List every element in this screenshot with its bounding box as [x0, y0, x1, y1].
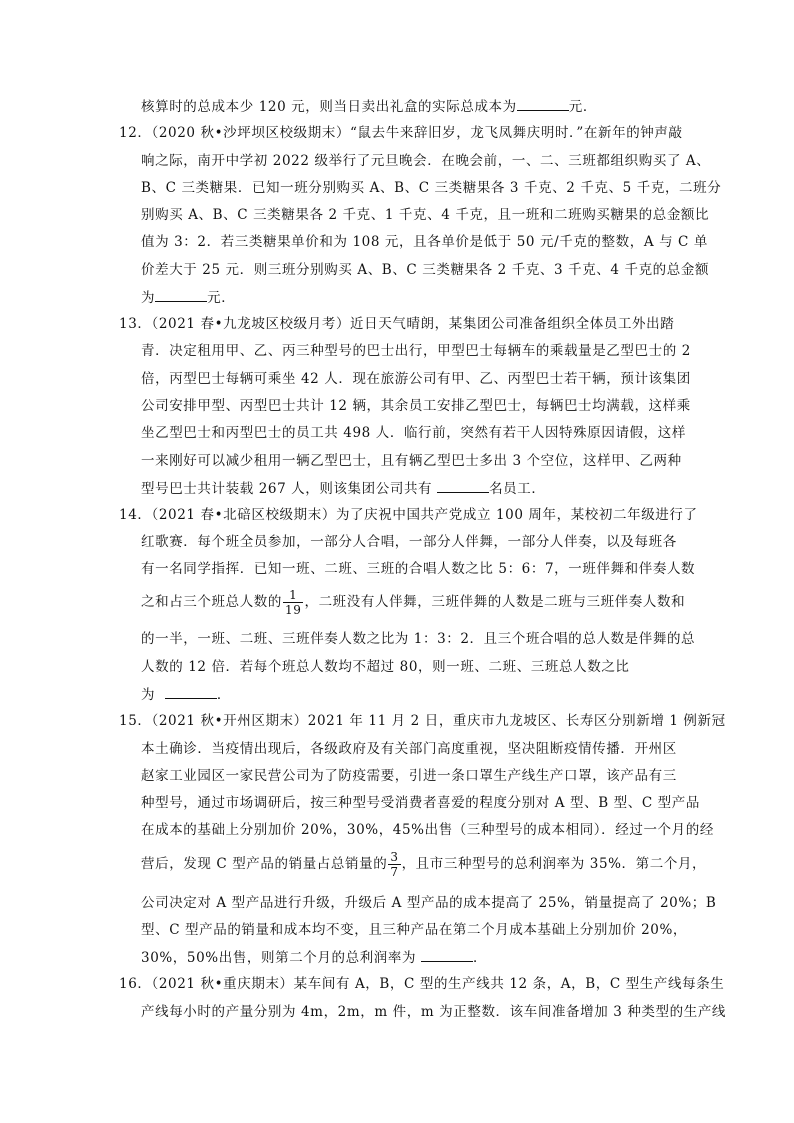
- p13-text-7a: 型号巴士共计装载 267 人，则该集团公司共有: [141, 481, 433, 497]
- answer-blank: [155, 287, 207, 302]
- p15-line-8: 型、C 型产品的销量和成本均不变，且三种产品在第二个月成本基础上分别加价 20%，: [141, 922, 688, 938]
- problem-number: 13．: [119, 316, 152, 332]
- p11-text: 核算时的总成本少 120 元，则当日卖出礼盒的实际总成本为: [141, 99, 517, 115]
- fraction: [283, 588, 303, 617]
- p14-text-1: 为了庆祝中国共产党成立 100 周年，某校初二年级进行了: [335, 507, 698, 523]
- answer-blank: [165, 684, 217, 699]
- p15-text-6b: ，且市三种型号的总利润率为 35%．第二个月，: [401, 856, 707, 872]
- p15-line-1: [119, 711, 726, 731]
- p15-text-9b: ．: [473, 950, 488, 966]
- p12-line-5: 值为 3：2．若三类糖果单价和为 108 元，且各单价是低于 50 元/千克的整数，A 与 C 单: [141, 234, 708, 250]
- p14-line-2: 红歌赛．每个班全员参加，一部分人合唱，一部分人伴舞，一部分人伴奏，以及每班各: [141, 534, 677, 550]
- answer-blank: [517, 96, 569, 111]
- p13-line-4: 公司安排甲型、丙型巴士共计 12 辆，其余员工安排乙型巴士，每辆巴士均满载，这样乘: [141, 398, 691, 414]
- p16-line-1: [119, 974, 724, 994]
- p15-line-3: 赵家工业园区一家民营公司为了防疫需要，引进一条口罩生产线生产口罩，该产品有三: [141, 768, 677, 784]
- p12-text-7a: 为: [141, 290, 156, 306]
- p13-line-3: 倍，丙型巴士每辆可乘坐 42 人．现在旅游公司有甲、乙、丙型巴士若干辆，预计该集团: [141, 371, 691, 387]
- p15-text-9a: 30%，50%出售，则第二个月的总利润率为: [141, 950, 417, 966]
- problem-source: （2021 春•北碚区校级期末）: [151, 507, 336, 523]
- p14-line-1: [119, 505, 698, 525]
- p14-line-3: 有一名同学指挥．已知一班、二班、三班的合唱人数之比 5：6：7，一班伴舞和伴奏人数: [141, 561, 696, 577]
- p12-line-1: [119, 123, 683, 143]
- fraction-numerator: 3: [390, 850, 399, 864]
- p12-line-3: B、C 三类糖果．已知一班分别购买 A、B、C 三类糖果各 3 千克、2 千克、5 千克，二班分: [141, 180, 722, 196]
- p12-text-1: “鼠去牛来辞旧岁，龙飞凤舞庆明时．”在新年的钟声敲: [350, 125, 683, 141]
- p15-line-4: 种型号，通过市场调研后，按三种型号受消费者喜爱的程度分别对 A 型、B 型、C 型产品: [141, 795, 700, 811]
- answer-blank: [437, 478, 489, 493]
- p15-line-9: [141, 947, 487, 968]
- p15-line-7: 公司决定对 A 型产品进行升级，升级后 A 型产品的成本提高了 25%，销量提高了 20%；B: [141, 895, 717, 911]
- problem-source: （2021 秋•重庆期末）: [151, 976, 294, 992]
- p14-line-5: 的一半，一班、二班、三班伴奏人数之比为 1：3：2．且三个班合唱的总人数是伴舞的总: [141, 631, 696, 647]
- p14-text-7a: 为: [141, 687, 156, 703]
- p12-text-7b: 元．: [207, 290, 236, 306]
- p14-text-4a: 之和占三个班总人数的: [141, 594, 282, 610]
- p15-line-2: 本土确诊．当疫情出现后，各级政府及有关部门高度重视，坚决阻断疫情传播．开州区: [141, 741, 677, 757]
- p11-unit: 元．: [568, 99, 597, 115]
- p12-line-7: [141, 287, 235, 308]
- p14-line-7: [141, 684, 231, 705]
- fraction-denominator: 7: [390, 865, 399, 879]
- p12-line-2: 响之际，南开中学初 2022 级举行了元旦晚会．在晚会前，一、二、三班都组织购买了 A、: [141, 153, 711, 169]
- fraction-denominator: 19: [285, 603, 302, 617]
- p12-line-6: 价差大于 25 元．则三班分别购买 A、B、C 三类糖果各 2 千克、3 千克、4 千克的总金额: [141, 262, 710, 278]
- p16-text-1: 某车间有 A，B，C 型的生产线共 12 条，A，B，C 型生产线每条生: [293, 976, 725, 992]
- p14-line-4: [141, 588, 685, 617]
- problem-source: （2021 秋•开州区期末）: [151, 713, 308, 729]
- p16-line-2: 产线每小时的产量分别为 4m，2m，m 件，m 为正整数．该车间准备增加 3 种类型的生产线: [141, 1004, 727, 1020]
- p13-text-7b: 名员工．: [489, 481, 546, 497]
- p14-text-4b: ，二班没有人伴舞，三班伴舞的人数是二班与三班伴奏人数和: [304, 594, 686, 610]
- p14-text-7b: ．: [216, 687, 232, 703]
- p15-line-6: [141, 850, 706, 879]
- answer-blank: [421, 947, 473, 962]
- p15-text-6a: 营后，发现 C 型产品的销量占总销量的: [141, 856, 388, 872]
- p15-text-1: 2021 年 11 月 2 日，重庆市九龙坡区、长寿区分别新增 1 例新冠: [307, 713, 726, 729]
- p13-line-2: 青．决定租用甲、乙、丙三种型号的巴士出行，甲型巴士每辆车的乘载量是乙型巴士的 2: [141, 343, 691, 359]
- problem-source: （2021 春•九龙坡区校级月考）: [151, 316, 351, 332]
- p11-line-1: [141, 96, 597, 117]
- problem-number: 14．: [119, 507, 152, 523]
- p13-line-7: [141, 478, 545, 499]
- p15-line-5: 在成本的基础上分别加价 20%，30%，45%出售（三种型号的成本相同）．经过一个月的经: [141, 822, 714, 838]
- p13-text-1: 近日天气晴朗，某集团公司准备组织全体员工外出踏: [350, 316, 675, 332]
- p13-line-5: 坐乙型巴士和丙型巴士的员工共 498 人．临行前，突然有若干人因特殊原因请假，这样: [141, 425, 686, 441]
- fraction-numerator: 1: [283, 588, 303, 603]
- problem-number: 16．: [119, 976, 152, 992]
- p14-line-6: 人数的 12 倍．若每个班总人数均不超过 80，则一班、二班、三班总人数之比: [141, 659, 630, 675]
- problem-number: 12．: [119, 125, 152, 141]
- fraction: [388, 850, 400, 879]
- p12-line-4: 别购买 A、B、C 三类糖果各 2 千克、1 千克、4 千克，且一班和二班购买糖果的总金额比: [141, 207, 710, 223]
- p13-line-1: [119, 314, 674, 334]
- problem-number: 15．: [119, 713, 152, 729]
- p13-line-6: 一来刚好可以减少租用一辆乙型巴士，且有辆乙型巴士多出 3 个空位，这样甲、乙两种: [141, 453, 682, 469]
- problem-source: （2020 秋•沙坪坝区校级期末）: [151, 125, 351, 141]
